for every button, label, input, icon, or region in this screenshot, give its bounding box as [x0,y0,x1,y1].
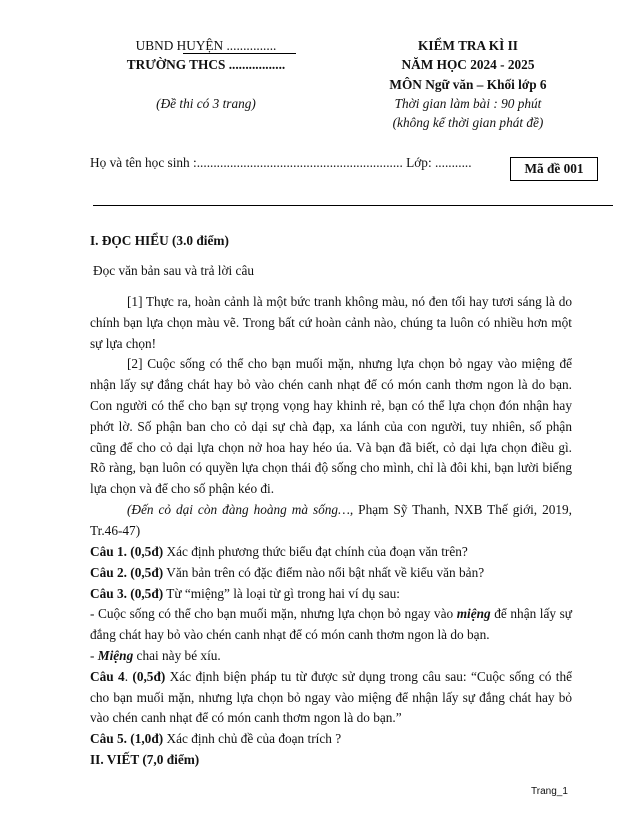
question-3-example-2: - Miệng chai này bé xíu. [90,647,221,663]
section2-title: II. VIẾT (7,0 điểm) [90,751,200,767]
district-underline [183,53,296,54]
question-5: Câu 5. (1,0đ) Xác định chủ đề của đoạn trích ? [90,731,342,747]
student-info-line: Họ và tên học sinh :.............................................................. Lớp: ........... [90,155,472,170]
source-title: (Đến cỏ dại còn đàng hoàng mà sống…, [127,501,354,517]
header-rule [93,205,613,206]
questions-block [90,542,572,771]
question-3: Câu 3. (0,5đ) Từ “miệng” là loại từ gì trong hai ví dụ sau: [90,585,400,601]
reading-instruction: Đọc văn bản sau và trả lời câu [93,263,254,278]
source-details: Phạm Sỹ Thanh, NXB Thế giới, 2019, Tr.46-47) [90,501,572,538]
district-label: UBND HUYỆN ............... [135,38,277,53]
page-number: Trang_1 [531,786,568,797]
time-note: (không kể thời gian phát đề) [392,115,544,130]
school-label: TRƯỜNG THCS ................. [126,57,286,72]
passage-paragraph-2: [2] Cuộc sống có thể cho bạn muối mặn, nhưng lựa chọn bỏ ngay vào miệng để nhận lấy sự đắng chát hay bỏ vào chén canh nhạt để có món canh thơm ngon là do bạn. Con người có thể cho bạn sự trọng vọng hay khinh rẻ, bạn có thể lựa chọn đón nhận hay phớt lờ. Số phận ban cho cỏ dại sự chà đạp, xa lánh của con người, tuy nhiên, số phận cũng để cho cỏ dại lựa chọn nở hoa hay héo úa. Và bạn đã biết, cỏ dại lựa chọn điều gì. Rõ ràng, bạn luôn có quyền lựa chọn thái độ sống cho mình, chỉ là đôi khi, bạn lười biếng lựa chọn và để cho số phận kéo đi. [90,356,572,497]
question-4: Câu 4. (0,5đ) Xác định biện pháp tu từ được sử dụng trong câu sau: “Cuộc sống có thể cho bạn muối mặn, nhưng lựa chọn bỏ ngay vào miệng để nhận lấy sự đắng chát hay bỏ vào chén canh nhạt để có món canh thơm ngon là do bạn.” [90,668,573,726]
pages-note: (Đề thi có 3 trang) [156,96,256,111]
passage-source [90,500,572,542]
school-year: NĂM HỌC 2024 - 2025 [401,57,535,72]
exam-title: KIỂM TRA KÌ II [418,38,518,53]
section1-title: I. ĐỌC HIỂU (3.0 điểm) [90,233,229,248]
question-2: Câu 2. (0,5đ) Văn bản trên có đặc điểm nào nổi bật nhất về kiểu văn bản? [90,564,485,580]
exam-code-box: Mã đề 001 [510,157,598,181]
time-line: Thời gian làm bài : 90 phút [394,96,542,111]
question-3-example-1: - Cuộc sống có thể cho bạn muối mặn, nhưng lựa chọn bỏ ngay vào miệng để nhận lấy sự đắng chát hay bỏ vào chén canh nhạt để có món canh thơm ngon là do bạn. [90,606,573,643]
passage-paragraph-1: [1] Thực ra, hoàn cảnh là một bức tranh không màu, nó đen tối hay tươi sáng là do chính bạn lựa chọn màu vẽ. Trong bất cứ hoàn cảnh nào, chúng ta luôn có nhiều hơn một sự lựa chọn! [90,294,572,351]
question-1: Câu 1. (0,5đ) Xác định phương thức biểu đạt chính của đoạn văn trên? [90,544,468,559]
subject-line: MÔN Ngữ văn – Khối lớp 6 [389,77,547,92]
reading-passage [90,292,572,542]
